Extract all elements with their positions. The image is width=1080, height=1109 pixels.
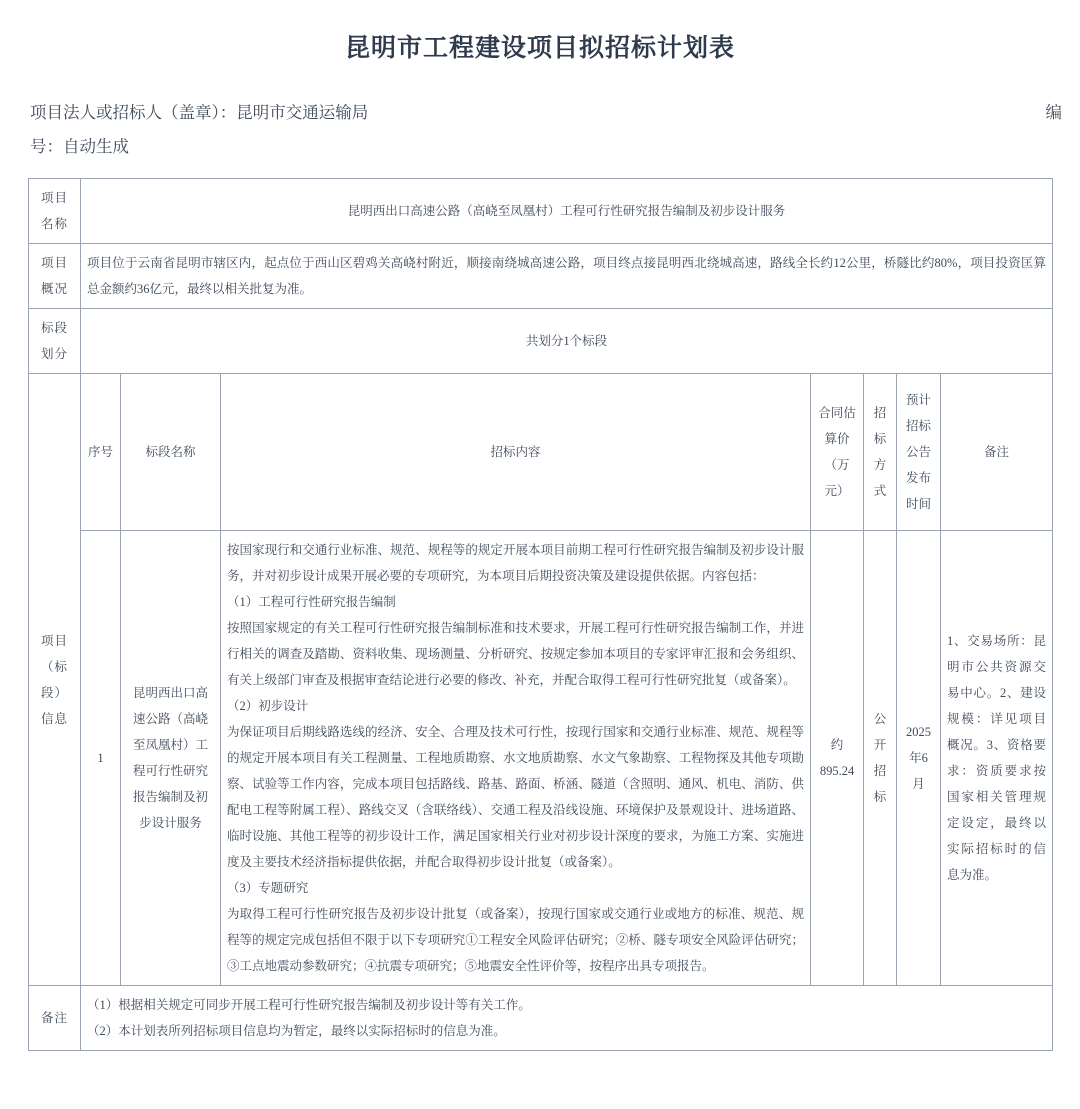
cell-announce-time: 2025年6月 (897, 531, 941, 986)
column-header-seq: 序号 (81, 374, 121, 531)
number-label-part1: 编 (1045, 103, 1062, 122)
project-overview-value: 项目位于云南省昆明市辖区内，起点位于西山区碧鸡关高峣村附近，顺接南绕城高速公路，项目终点接昆明西北绕城高速，路线全长约12公里，桥隧比约80%，项目投资匡算总金额约36亿元，最终以相关批复为准。 (81, 244, 1053, 309)
cell-section-name: 昆明西出口高速公路（高峣至凤凰村）工程可行性研究报告编制及初步设计服务 (121, 531, 221, 986)
page-title: 昆明市工程建设项目拟招标计划表 (344, 35, 735, 62)
header-meta (0, 74, 1080, 172)
footer-note-value (81, 986, 1053, 1051)
number-label-part2: 号： (30, 137, 63, 156)
bid-content-paragraph: 按照国家规定的有关工程可行性研究报告编制标准和技术要求，开展工程可行性研究报告编制工作，并进行相关的调查及踏勘、资料收集、现场测量、分析研究、按规定参加本项目的专家评审汇报和会务组织、有关上级部门审查及根据审查结论进行必要的修改、补充，并配合取得工程可行性研究批复（或备案）。 (227, 621, 804, 687)
cell-seq: 1 (81, 531, 121, 986)
table-data-row (29, 531, 1053, 986)
bid-content-paragraph: （1）工程可行性研究报告编制 (227, 595, 396, 609)
legal-person-label: 项目法人或招标人（盖章）： (30, 103, 237, 122)
legal-person-value: 昆明市交通运输局 (236, 103, 369, 122)
row-label-project-name: 项目名称 (29, 179, 81, 244)
cell-bid-method: 公开招标 (864, 531, 897, 986)
table-row-project-name (29, 179, 1053, 244)
table-header-row (29, 374, 1053, 531)
row-label-project-overview: 项目概况 (29, 244, 81, 309)
column-header-bid-method: 招标方式 (864, 374, 897, 531)
column-header-remark: 备注 (941, 374, 1053, 531)
bid-content-paragraph: （2）初步设计 (227, 699, 309, 713)
table-row-project-overview (29, 244, 1053, 309)
table-row-section-division (29, 309, 1053, 374)
bid-content-paragraph: （3）专题研究 (227, 881, 309, 895)
footer-note-line: （1）根据相关规定可同步开展工程可行性研究报告编制及初步设计等有关工作。 (87, 998, 531, 1012)
cell-contract-price: 约895.24 (811, 531, 864, 986)
bid-content-paragraph: 为保证项目后期线路选线的经济、安全、合理及技术可行性，按现行国家和交通行业标准、规范、规程等的规定开展本项目有关工程测量、工程地质勘察、水文地质勘察、水文气象勘察、工程物探及其他专项勘察、试验等工作内容，完成本项目包括路线、路基、路面、桥涵、隧道（含照明、通风、机电、消防、供配电工程等附属工程）、路线交叉（含联络线）、交通工程及沿线设施、环境保护及景观设计、进场道路、临时设施、其他工程等的初步设计工作，满足国家相关行业对初步设计深度的要求，为施工方案、实施进度及主要技术经济指标提供依据，并配合取得初步设计批复（或备案）。 (227, 725, 804, 869)
column-header-contract-price: 合同估算价（万元） (811, 374, 864, 531)
row-label-section-info: 项目（标段）信息 (29, 374, 81, 986)
column-header-bid-content: 招标内容 (221, 374, 811, 531)
project-name-value: 昆明西出口高速公路（高峣至凤凰村）工程可行性研究报告编制及初步设计服务 (81, 179, 1053, 244)
cell-bid-content (221, 531, 811, 986)
cell-remark: 1、交易场所：昆明市公共资源交易中心。2、建设规模：详见项目概况。3、资格要求：资质要求按国家相关管理规定设定，最终以实际招标时的信息为准。 (941, 531, 1053, 986)
number-line (30, 130, 1050, 164)
number-value: 自动生成 (63, 137, 129, 156)
footer-note-line: （2）本计划表所列招标项目信息均为暂定，最终以实际招标时的信息为准。 (87, 1024, 506, 1038)
row-label-footer-note: 备注 (29, 986, 81, 1051)
bid-content-paragraph: 按国家现行和交通行业标准、规范、规程等的规定开展本项目前期工程可行性研究报告编制及初步设计服务，并对初步设计成果开展必要的专项研究，为本项目后期投资决策及建设提供依据。内容包括： (227, 543, 804, 583)
column-header-section-name: 标段名称 (121, 374, 221, 531)
bid-content-paragraph: 为取得工程可行性研究报告及初步设计批复（或备案），按现行国家或交通行业或地方的标准、规范、规程等的规定完成包括但不限于以下专项研究①工程安全风险评估研究；②桥、隧专项安全风险评估研究；③工点地震动参数研究；④抗震专项研究；⑤地震安全性评价等，按程序出具专项报告。 (227, 907, 804, 973)
column-header-announce-time: 预计招标公告发布时间 (897, 374, 941, 531)
row-label-section-division: 标段划分 (29, 309, 81, 374)
section-division-value: 共划分1个标段 (81, 309, 1053, 374)
table-row-footer-note (29, 986, 1053, 1051)
bidding-plan-table (28, 178, 1053, 1051)
